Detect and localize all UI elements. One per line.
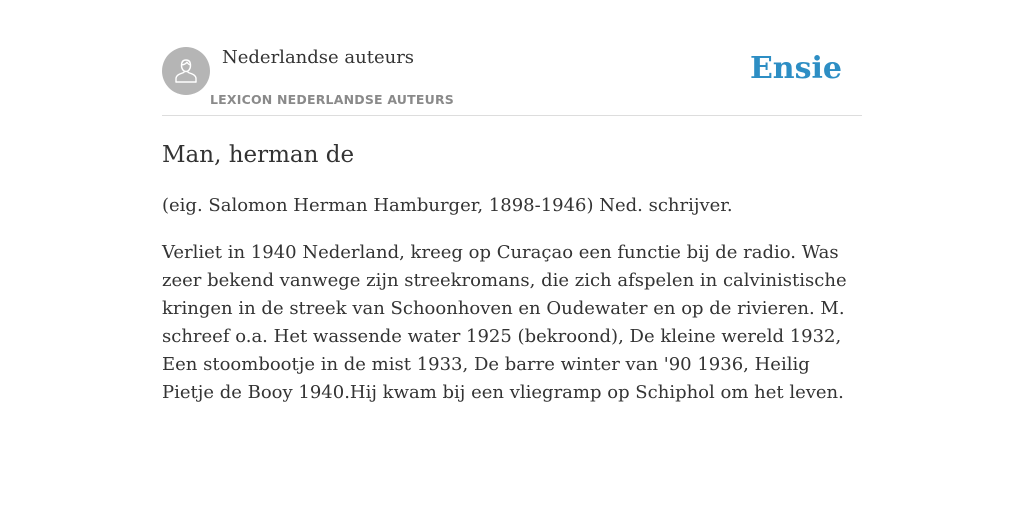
user-silhouette-icon (171, 56, 201, 86)
header (162, 0, 862, 116)
article-title: Man, herman de (162, 142, 355, 168)
avatar[interactable] (162, 47, 210, 95)
author-name[interactable]: Nederlandse auteurs (222, 47, 415, 68)
article-paragraph: (eig. Salomon Herman Hamburger, 1898-1946) Ned. schrijver. (162, 195, 733, 216)
article-paragraph: Verliet in 1940 Nederland, kreeg op Curaçao een functie bij de radio. Was zeer bekend vanwege zijn streekromans, die zich afspelen in calvinistische kringen in de streek van Schoonhoven en Oudewater en op de rivieren. M. schreef o.a. Het wassende water 1925 (bekroond), De kleine wereld 1932, Een stoombootje in de mist 1933, De barre winter van '90 1936, Heilig Pietje de Booy 1940.Hij kwam bij een vliegramp op Schiphol om het leven. (162, 242, 847, 403)
brand-logo[interactable]: Ensie (749, 51, 842, 86)
content-container (162, 0, 862, 407)
lexicon-label[interactable]: LEXICON NEDERLANDSE AUTEURS (210, 92, 454, 107)
